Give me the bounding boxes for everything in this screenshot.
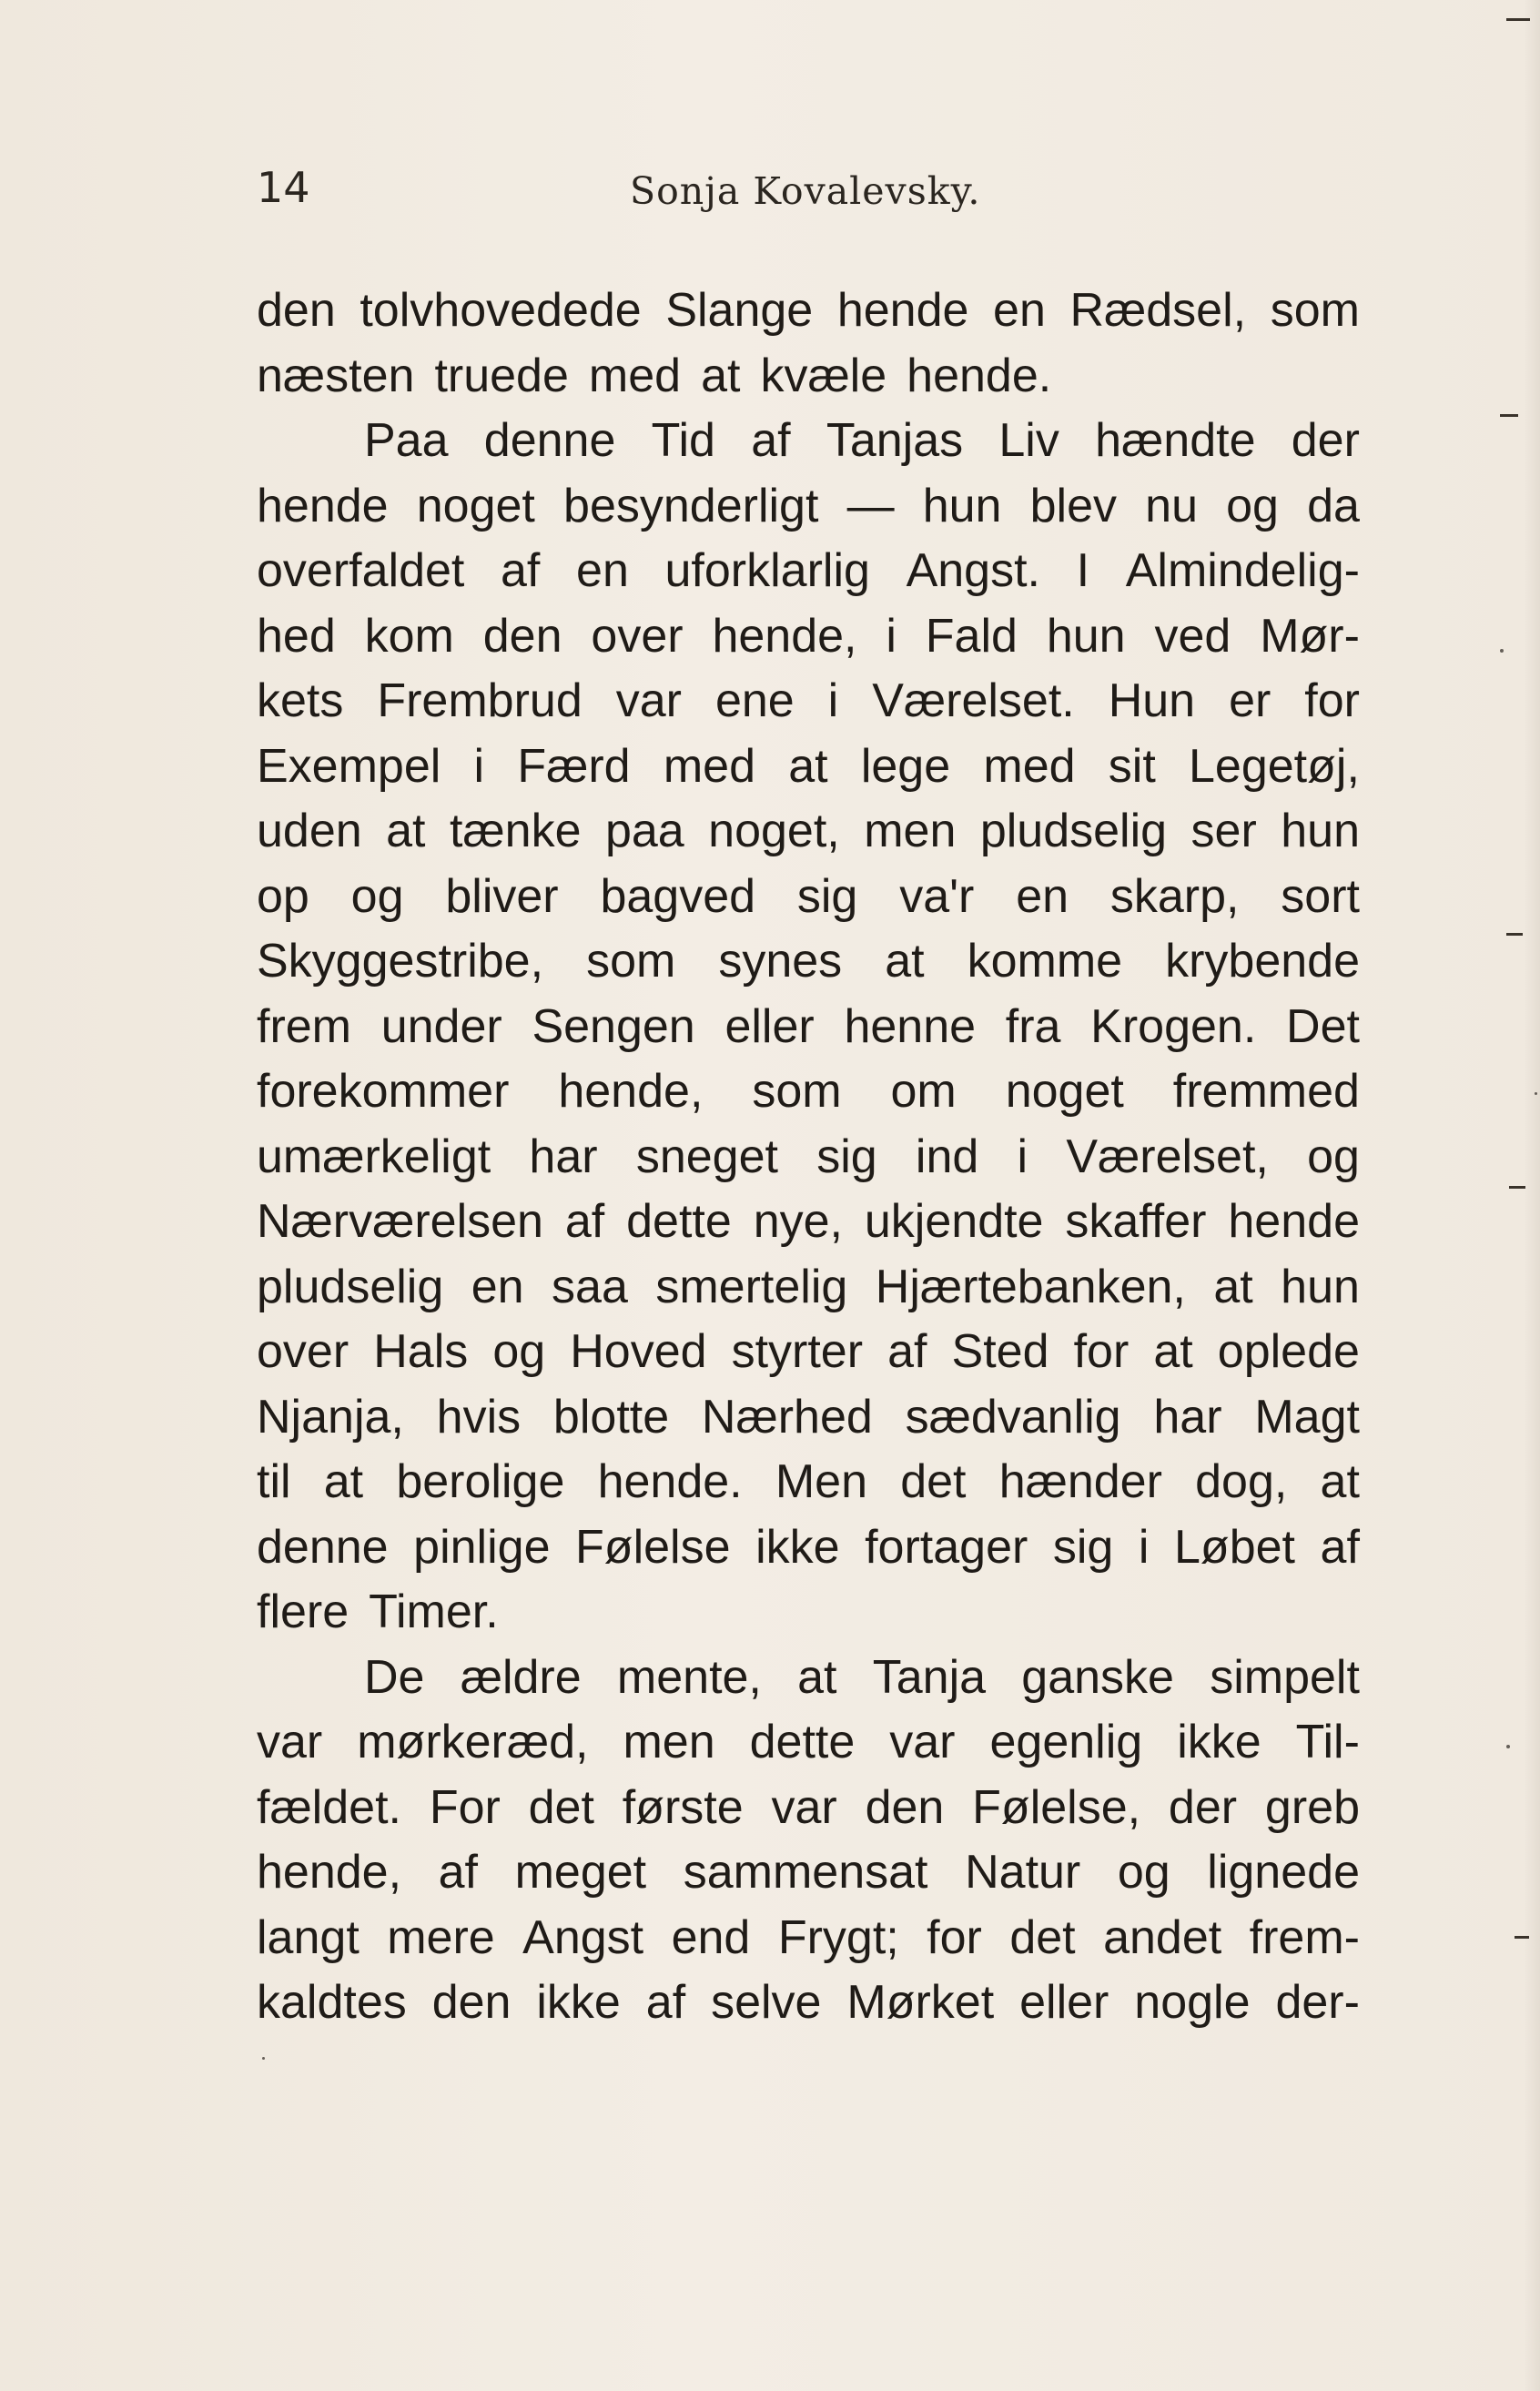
word: hun (922, 479, 1002, 532)
word: I (1076, 544, 1090, 597)
page-number: 14 (257, 163, 310, 212)
word: paa (604, 805, 684, 857)
word: den (257, 284, 336, 337)
word: sig (1052, 1520, 1114, 1574)
word: den (865, 1780, 945, 1834)
word: Slange (665, 284, 814, 337)
word: som (752, 1065, 842, 1118)
word: i (827, 674, 839, 727)
word: Njanja, (257, 1390, 404, 1444)
print-speck (262, 2057, 265, 2060)
word: ikke (1177, 1716, 1261, 1768)
word: der- (1275, 1976, 1360, 2029)
text-line (257, 995, 1360, 1060)
word: med (983, 739, 1076, 793)
word: overfaldet (257, 544, 465, 597)
word: at (386, 805, 426, 857)
word: ikke (536, 1976, 621, 2029)
word: hun (1281, 1260, 1360, 1313)
word: Rædsel, (1069, 284, 1247, 337)
word: der (1168, 1780, 1238, 1834)
word: kom (364, 609, 454, 663)
word: en (576, 544, 629, 597)
word: at (797, 1650, 837, 1704)
word: mere (387, 1910, 495, 1964)
text-line (257, 1840, 1360, 1906)
word: va'r (899, 869, 975, 923)
word: som (1270, 284, 1360, 337)
print-speck (1506, 1745, 1510, 1748)
text-line (257, 1385, 1360, 1451)
word: pludselig (257, 1260, 444, 1313)
word: simpelt (1210, 1650, 1360, 1704)
word: Mør- (1260, 609, 1360, 663)
text-line (257, 865, 1360, 930)
word: det (1009, 1910, 1076, 1964)
text-line (257, 1906, 1360, 1971)
text-line (257, 1776, 1360, 1841)
word: af (751, 414, 791, 467)
word: truede (434, 349, 569, 402)
word: dette (749, 1716, 856, 1768)
word: den (482, 609, 562, 663)
word: andet (1103, 1910, 1222, 1964)
word: lignede (1207, 1846, 1360, 1899)
text-line (257, 929, 1360, 995)
word: af (501, 544, 541, 597)
word: Værelset. (872, 674, 1075, 727)
word: skaffer (1065, 1195, 1207, 1248)
word: Det (1286, 999, 1360, 1053)
word: Sengen (532, 999, 695, 1053)
word: komme (967, 935, 1123, 988)
word: nye, (753, 1195, 843, 1248)
word: og (1117, 1846, 1170, 1899)
word: det (900, 1455, 967, 1508)
word: mørkeræd, (357, 1716, 589, 1768)
word: eller (724, 999, 815, 1053)
word: men (864, 805, 957, 857)
text-line (257, 1971, 1360, 2036)
text-line (257, 409, 1360, 474)
word: af (645, 1976, 686, 2029)
word: bliver (445, 869, 559, 923)
word: over (591, 609, 684, 663)
word: sneget (635, 1130, 778, 1183)
word: Angst (522, 1910, 644, 1964)
margin-mark (1500, 414, 1518, 417)
word: har (529, 1130, 598, 1183)
word: da (1307, 479, 1360, 532)
word: hænder (998, 1455, 1162, 1508)
word: hændte (1095, 414, 1256, 467)
word: langt (257, 1910, 360, 1964)
word: krybende (1165, 935, 1360, 988)
word: ældre (460, 1650, 582, 1704)
word: noget (416, 479, 535, 532)
text-line (257, 1580, 1360, 1646)
text-line (257, 604, 1360, 670)
word: og (350, 869, 404, 923)
word: at (885, 935, 925, 988)
word: var (257, 1716, 323, 1768)
word: hun (1281, 805, 1360, 857)
word: greb (1264, 1780, 1360, 1834)
word: sædvanlig (905, 1390, 1121, 1444)
word: besynderligt (563, 479, 819, 532)
word: at (1153, 1325, 1193, 1378)
word: Timer. (369, 1586, 499, 1638)
word: første (622, 1780, 744, 1834)
word: henne (844, 999, 977, 1053)
word: hende (257, 479, 389, 532)
word: ind (915, 1130, 979, 1183)
word: Frygt; (777, 1910, 899, 1964)
word: som (586, 935, 676, 988)
word: Paa (364, 414, 449, 467)
word: tolvhovedede (360, 284, 642, 337)
word: ukjendte (864, 1195, 1044, 1248)
word: af (564, 1195, 605, 1248)
word: Almindelig- (1125, 544, 1360, 597)
text-line (257, 1515, 1360, 1581)
word: ser (1190, 805, 1257, 857)
text-line (257, 1125, 1360, 1190)
word: med (663, 739, 755, 793)
word: der (1291, 414, 1360, 467)
word: mente, (616, 1650, 762, 1704)
word: af (1320, 1520, 1360, 1574)
word: hende, (257, 1846, 402, 1899)
word: Løbet (1174, 1520, 1295, 1574)
word: Fald (925, 609, 1018, 663)
word: sig (816, 1130, 877, 1183)
word: blotte (552, 1390, 670, 1444)
word: end (671, 1910, 751, 1964)
margin-mark (1509, 1186, 1525, 1189)
word: kaldtes (257, 1976, 407, 2029)
word: meget (514, 1846, 647, 1899)
word: frem (257, 999, 351, 1053)
word: fra (1005, 999, 1061, 1053)
word: Hun (1108, 674, 1196, 727)
word: Værelset, (1066, 1130, 1269, 1183)
word: Magt (1254, 1390, 1360, 1444)
word: skarp, (1109, 869, 1240, 923)
word: Tid (651, 414, 715, 467)
word: hende, (712, 609, 857, 663)
page-edge-shadow (1524, 0, 1540, 2391)
word: Natur (965, 1846, 1081, 1899)
word: til (257, 1455, 291, 1508)
word: Tanja (872, 1650, 987, 1704)
text-line (257, 344, 1360, 410)
text-line (257, 799, 1360, 865)
word: selve (711, 1976, 822, 2029)
text-line (257, 1646, 1360, 1711)
word: umærkeligt (257, 1130, 491, 1183)
word: at (323, 1455, 364, 1508)
text-line (257, 669, 1360, 735)
word: saa (552, 1260, 628, 1313)
word: Skyggestribe, (257, 935, 544, 988)
word: kets (257, 674, 344, 727)
word: hende, (558, 1065, 704, 1118)
word: har (1153, 1390, 1222, 1444)
word: uden (257, 805, 362, 857)
word: var (615, 674, 682, 727)
word: Men (775, 1455, 867, 1508)
word: sig (796, 869, 858, 923)
running-head (257, 160, 1360, 224)
word: Færd (517, 739, 631, 793)
word: eller (1019, 1976, 1109, 2029)
word: sit (1108, 739, 1156, 793)
word: Exempel (257, 739, 441, 793)
word: sammensat (683, 1846, 928, 1899)
word: en (471, 1260, 524, 1313)
word: Hals (373, 1325, 469, 1378)
word: smertelig (655, 1260, 848, 1313)
text-line (257, 1059, 1360, 1125)
word: Til- (1295, 1716, 1360, 1768)
word: op (257, 869, 309, 923)
word: den (431, 1976, 512, 2029)
word: Hoved (570, 1325, 707, 1378)
word: synes (718, 935, 843, 988)
word: dog, (1195, 1455, 1288, 1508)
word: i (473, 739, 485, 793)
word: blev (1029, 479, 1118, 532)
text-line (257, 735, 1360, 800)
word: hun (1046, 609, 1126, 663)
word: Angst. (906, 544, 1040, 597)
word: det (528, 1780, 594, 1834)
word: Nærværelsen (257, 1195, 543, 1248)
word: at (788, 739, 828, 793)
word: flere (257, 1586, 350, 1638)
word: nogle (1134, 1976, 1251, 2029)
print-speck (1535, 1092, 1537, 1095)
word: hvis (436, 1390, 522, 1444)
word: for (1073, 1325, 1130, 1378)
word: under (380, 999, 502, 1053)
word: for (1304, 674, 1360, 727)
word: sort (1281, 869, 1360, 923)
word: var (771, 1780, 837, 1834)
word: denne (257, 1520, 389, 1574)
word: Følelse, (972, 1780, 1141, 1834)
text-line (257, 1320, 1360, 1385)
word: ved (1154, 609, 1231, 663)
word: en (993, 284, 1046, 337)
word: tænke (449, 805, 582, 857)
word: dette (626, 1195, 732, 1248)
margin-mark (1506, 933, 1523, 936)
word: med (588, 349, 682, 402)
word: Hjærtebanken, (875, 1260, 1186, 1313)
text-line (257, 474, 1360, 540)
word: at (1213, 1260, 1253, 1313)
word: Følelse (575, 1520, 731, 1574)
word: i (1017, 1130, 1028, 1183)
print-speck (1500, 649, 1504, 653)
word: næsten (257, 349, 415, 402)
word: over (257, 1325, 350, 1378)
word: at (701, 349, 741, 402)
word: fremmed (1172, 1065, 1360, 1118)
word: hed (257, 609, 336, 663)
margin-mark (1515, 1936, 1529, 1939)
word: pinlige (413, 1520, 551, 1574)
word: og (1307, 1130, 1360, 1183)
word: hende (1228, 1195, 1360, 1248)
word: Frembrud (377, 674, 583, 727)
word: Tanjas (826, 414, 964, 467)
word: at (1320, 1455, 1360, 1508)
text-line (257, 539, 1360, 604)
body-text (257, 279, 1360, 2036)
word: fældet. (257, 1780, 401, 1834)
word: frem- (1249, 1910, 1360, 1964)
word: uforklarlig (664, 544, 870, 597)
word: ganske (1021, 1650, 1174, 1704)
word: pludselig (979, 805, 1168, 857)
word: om (890, 1065, 957, 1118)
word: Mørket (846, 1976, 995, 2029)
word: oplede (1217, 1325, 1360, 1378)
word: fortager (865, 1520, 1028, 1574)
word: og (492, 1325, 546, 1378)
word: hende (836, 284, 969, 337)
word: Sted (951, 1325, 1049, 1378)
word: egenlig (989, 1716, 1143, 1768)
word: for (927, 1910, 982, 1964)
word: For (429, 1780, 501, 1834)
word: nu (1145, 479, 1198, 532)
word: forekommer (257, 1065, 510, 1118)
text-line (257, 1190, 1360, 1255)
word: var (889, 1716, 956, 1768)
word: i (1138, 1520, 1150, 1574)
word: noget, (708, 805, 840, 857)
word: ene (714, 674, 795, 727)
word: bagved (600, 869, 756, 923)
text-line (257, 279, 1360, 344)
word: denne (483, 414, 616, 467)
word: kvæle (760, 349, 887, 402)
word: hende. (907, 349, 1052, 402)
word: De (364, 1650, 425, 1704)
word: Nærhed (701, 1390, 873, 1444)
text-line (257, 1450, 1360, 1515)
word: Krogen. (1090, 999, 1257, 1053)
word: af (438, 1846, 479, 1899)
word: berolige (396, 1455, 565, 1508)
word: af (887, 1325, 927, 1378)
margin-mark (1506, 18, 1530, 21)
word: Legetøj, (1189, 739, 1360, 793)
word: er (1229, 674, 1272, 727)
word: Liv (998, 414, 1059, 467)
word: lege (860, 739, 951, 793)
running-title: Sonja Kovalevsky. (630, 169, 981, 213)
word: hende. (597, 1455, 743, 1508)
word: noget (1005, 1065, 1124, 1118)
text-line (257, 1710, 1360, 1776)
word: ikke (755, 1520, 840, 1574)
word: men (623, 1716, 715, 1768)
text-line (257, 1255, 1360, 1321)
word: styrter (731, 1325, 864, 1378)
word: og (1226, 479, 1279, 532)
word: i (886, 609, 897, 663)
word: en (1016, 869, 1069, 923)
word: — (846, 479, 895, 532)
